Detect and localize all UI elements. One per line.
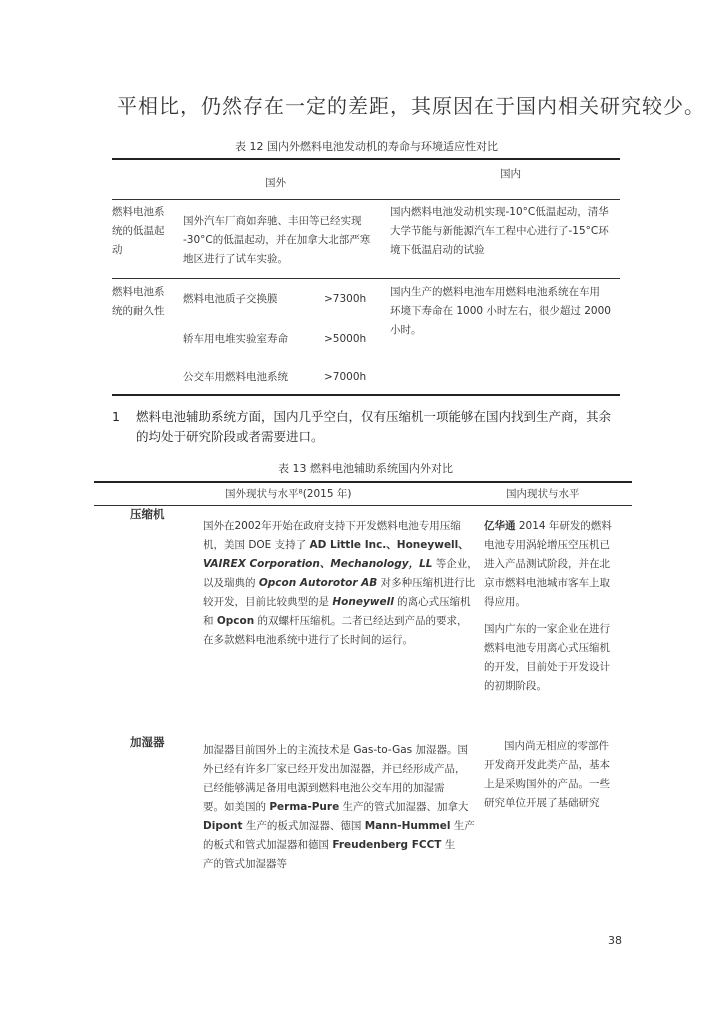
- table-13-header-rule: [94, 505, 632, 506]
- table-12-row2-domestic: 国内生产的燃料电池车用燃料电池系统在车用 环境下寿命在 1000 小时左右，很少超过 2000 小时。: [390, 286, 611, 336]
- table-13-header-domestic: 国内现状与水平: [506, 488, 580, 500]
- table-12-item-name: 公交车用燃料电池系统: [183, 371, 288, 383]
- table-12-row1-foreign: 国外汽车厂商如奔驰、丰田等已经实现 -30°C的低温起动，并在加拿大北部严寒 地区进行了试车实验。: [183, 215, 371, 265]
- compressor-domestic-second: 国内广东的一家企业在进行 燃料电池专用离心式压缩机 的开发，目前处于开发设计 的初期阶段。: [484, 623, 610, 692]
- table-12-header-rule: [112, 199, 620, 200]
- humidifier-label: 加湿器: [130, 735, 165, 749]
- table-12-item-value: >7000h: [324, 371, 367, 383]
- humidifier-foreign: 加湿器目前国外上的主流技术是 Gas-to-Gas 加湿器。国 外已经有许多厂家已经开发出加湿器，并已经形成产品， 已经能够满足备用电源到燃料电池公交车用的加湿需 要。如美国的 Perma-Pure 生产的管式加湿器、加拿大 Dipont 生产的板式加湿器、德国 Mann-Hummel 生产 的板式和管式加湿器和德国 Freudenberg FCCT 生 产的管式加湿器等: [203, 744, 475, 870]
- table-12-header-domestic: 国内: [500, 168, 521, 180]
- table-12-top-rule: [112, 158, 620, 160]
- table-12-row-rule: [112, 278, 620, 279]
- table-12-row1-domestic: 国内燃料电池发动机实现-10°C低温起动，清华 大学节能与新能源汽车工程中心进行了-15°C环 境下低温启动的试验: [390, 206, 609, 256]
- compressor-domestic: 亿华通 2014 年研发的燃料 电池专用涡轮增压空压机已 进入产品测试阶段，并在北 京市燃料电池城市客车上取 得应用。: [484, 520, 612, 608]
- compressor-foreign: 国外在2002年开始在政府支持下开发燃料电池专用压缩 机，美国 DOE 支持了 AD Little Inc.、Honeywell、 VAIREX Corporation、Mechanology，LL 等企业， 以及瑞典的 Opcon Autorotor AB 对多种压缩机进行比 较开发，目前比较典型的是 Honeywell 的离心式压缩机 和 Opcon 的双螺杆压缩机。二者已经达到产品的要求， 在多款燃料电池系统中进行了长时间的运行。: [203, 520, 478, 646]
- table-13-caption: 表 13 燃料电池辅助系统国内外对比: [278, 462, 453, 475]
- table-12-item-value: >7300h: [324, 293, 367, 305]
- table-12-item-name: 轿车用电堆实验室寿命: [183, 333, 288, 345]
- paragraph-body: 燃料电池辅助系统方面，国内几乎空白，仅有压缩机一项能够在国内找到生产商，其余 的均处于研究阶段或者需要进口。: [136, 409, 612, 444]
- table-12-item-name: 燃料电池质子交换膜: [183, 293, 278, 305]
- table-12-bottom-rule: [112, 394, 620, 396]
- humidifier-domestic: 国内尚无相应的零部件 开发商开发此类产品，基本 上是采购国外的产品。一些 研究单位开展了基础研究: [484, 740, 610, 809]
- intro-text: 平相比，仍然存在一定的差距，其原因在于国内相关研究较少。: [117, 94, 705, 118]
- page-number: 38: [608, 934, 622, 947]
- table-12-row2-label: 燃料电池系 统的耐久性: [112, 286, 165, 317]
- compressor-label: 压缩机: [130, 507, 165, 521]
- table-12-header-foreign: 国外: [265, 177, 286, 189]
- table-12-row1-label: 燃料电池系 统的低温起 动: [112, 206, 165, 256]
- table-13-header-foreign: 国外现状与水平⁸(2015 年): [225, 488, 352, 500]
- table-13-top-rule: [94, 481, 632, 483]
- table-12-item-value: >5000h: [324, 333, 367, 345]
- table-12-caption: 表 12 国内外燃料电池发动机的寿命与环境适应性对比: [235, 140, 498, 153]
- paragraph-number: 1: [112, 409, 120, 424]
